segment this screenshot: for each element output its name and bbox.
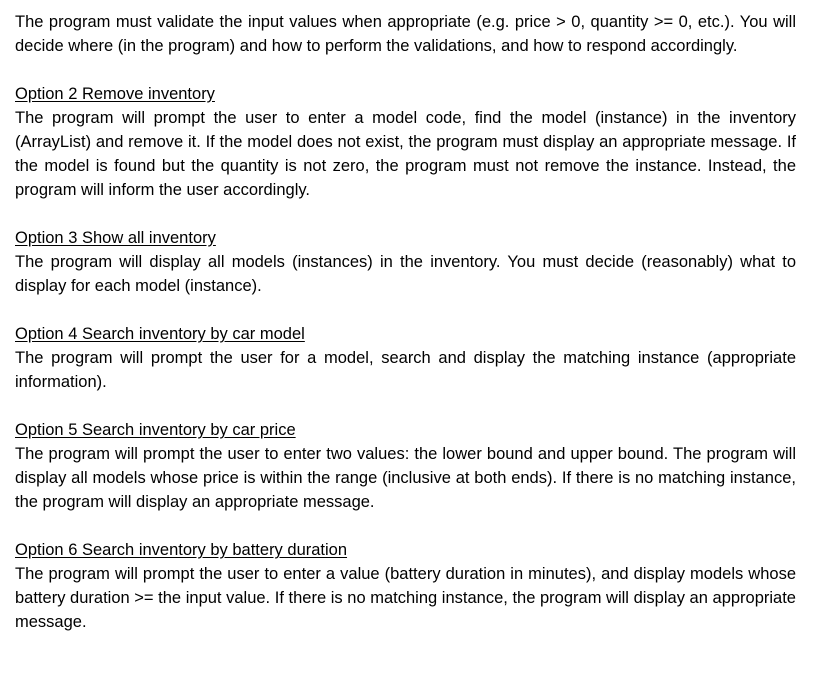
section-body: The program will prompt the user to enter a model code, find the model (instance) in the inventory (ArrayList) and remove it. If the model does not exist, the program must display an appropriate message. If the model is found but the quantity is not zero, the program must not remove the instance. Instead, the program will inform the user accordingly. <box>15 109 796 199</box>
section-body: The program will prompt the user to enter a value (battery duration in minutes), and display models whose battery duration >= the input value. If there is no matching instance, the program will display an appropriate message. <box>15 565 796 631</box>
section-heading <box>15 418 796 442</box>
section-heading-text: Option 2 Remove inventory <box>15 85 215 103</box>
section-heading-text: Option 3 Show all inventory <box>15 229 216 247</box>
section-heading-text: Option 4 Search inventory by car model <box>15 325 305 343</box>
intro-paragraph: The program must validate the input values when appropriate (e.g. price > 0, quantity >= 0, etc.). You will decide where (in the program) and how to perform the validations, and how to respond accordingly. <box>15 13 796 55</box>
document-page <box>15 10 796 634</box>
section-option-6 <box>15 538 796 634</box>
section-heading <box>15 322 796 346</box>
section-heading-text: Option 6 Search inventory by battery duration <box>15 541 348 559</box>
section-body: The program will prompt the user for a model, search and display the matching instance (appropriate information). <box>15 349 796 391</box>
section-heading <box>15 82 796 106</box>
section-heading <box>15 538 796 562</box>
section-heading <box>15 226 796 250</box>
section-option-3 <box>15 226 796 298</box>
section-heading-text: Option 5 Search inventory by car price <box>15 421 296 439</box>
section-option-2 <box>15 82 796 202</box>
section-body: The program will prompt the user to enter two values: the lower bound and upper bound. The program will display all models whose price is within the range (inclusive at both ends). If there is no matching instance, the program will display an appropriate message. <box>15 445 796 511</box>
section-option-4 <box>15 322 796 394</box>
section-body: The program will display all models (instances) in the inventory. You must decide (reasonably) what to display for each model (instance). <box>15 253 796 295</box>
section-option-5 <box>15 418 796 514</box>
